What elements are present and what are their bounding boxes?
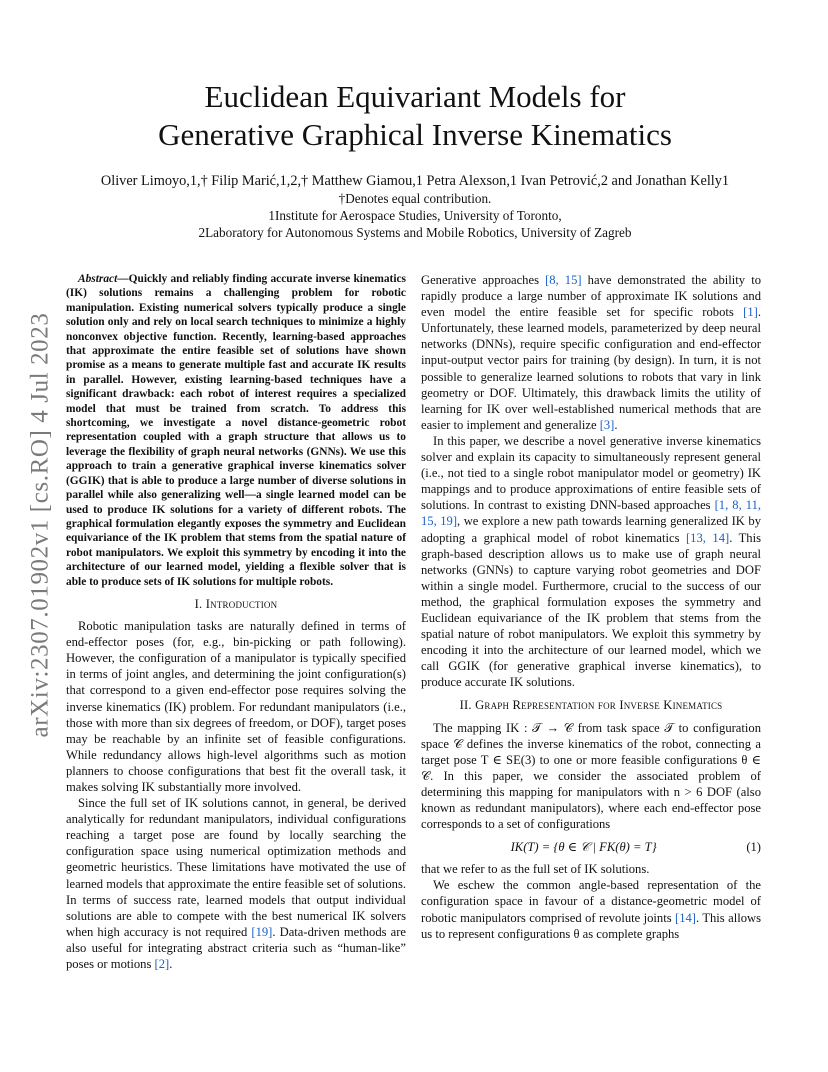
- citation-link-2[interactable]: [2]: [154, 957, 170, 971]
- intro-p2-text-b: . Data-driven methods are also useful for integrating abstract criteria such as “human-like” poses or motions: [66, 924, 406, 971]
- right-p2-text-a: In this paper, we describe a novel generative inverse kinematics solver and explain its capacity to simultaneously represent general (i.e., not tied to a single robot manipulator model or geometry) IK mappings and to produce approximations of entire feasible sets of solutions. In contrast to existing DNN-based approaches: [421, 433, 761, 513]
- intro-paragraph-1: Robotic manipulation tasks are naturally defined in terms of end-effector poses (for, e.g., bin-picking or path following). However, the configuration of a manipulator is typically specified in terms of joint angles, and determining the joint configuration(s) that correspond to a given end-effector pose requires solving the inverse kinematics (IK) problem. For redundant manipulators (i.e., those with more than six degrees of freedom, or DOF), target poses may be reachable by an infinite set of feasible configurations. While redundancy allows high-level algorithms such as motion planners to choose configurations that best fit the overall task, it makes solving IK substantially more involved.: [66, 619, 406, 794]
- title-line-2: Generative Graphical Inverse Kinematics: [158, 117, 672, 152]
- s2-p2-text-a: We eschew the common angle-based representation of the configuration space in favour of a distance-geometric model of robotic manipulators comprised of revolute joints: [421, 878, 761, 925]
- left-column: [66, 272, 406, 972]
- right-p1-text-b: have demonstrated the ability to rapidly produce a large number of approximate IK solutions and even model the entire feasible set for specific robots: [421, 273, 761, 320]
- arxiv-identifier-sidebar: [20, 290, 60, 760]
- citation-link-13-14[interactable]: [13, 14]: [685, 530, 730, 545]
- intro-paragraph-4: [421, 433, 761, 691]
- section-heading-graph-representation: II. Graph Representation for Inverse Kinematics: [459, 698, 723, 713]
- abstract-text: —Quickly and reliably finding accurate inverse kinematics (IK) solutions remains a challenging problem for robotic manipulation. Existing numerical solvers typically produce a single solution only and rely on local search techniques to minimize a highly nonconvex objective function. Recently, learning-based approaches that approximate the entire feasible set of solutions have shown promise as a means to generate multiple fast and accurate IK results in parallel. However, existing learning-based techniques have a significant drawback: each robot of interest requires a specialized model that must be trained from scratch. To address this shortcoming, we investigate a novel distance-geometric robot representation coupled with a graph structure that allows us to leverage the flexibility of graph neural networks (GNNs). We use this approach to train a generative graphical inverse kinematics solver (GGIK) that is able to produce a large number of diverse solutions in parallel while also generalizing well—a single learned model can be used to produce IK solutions for a variety of different robots. The graphical formulation elegantly exposes the symmetry and Euclidean equivariance of the IK problem that stems from the spatial nature of robot manipulators. We exploit this symmetry by encoding it into the architecture of our learned model, yielding a flexible solver that is able to produce sets of IK solutions for multiple robots.: [66, 273, 406, 588]
- equation-number: (1): [746, 840, 761, 855]
- right-p1-text-a: Generative approaches: [421, 273, 546, 287]
- affiliation-1: 1Institute for Aerospace Studies, University of Toronto,: [268, 208, 562, 223]
- abstract-lead: Abstract: [78, 273, 118, 285]
- citation-link-3[interactable]: [3]: [599, 417, 615, 432]
- citation-link-1[interactable]: [1]: [743, 305, 758, 320]
- author-list: Oliver Limoyo,1,† Filip Marić,1,2,† Matthew Giamou,1 Petra Alexson,1 Ivan Petrović,2 and Jonathan Kelly1: [100, 173, 730, 189]
- intro-paragraph-2: [66, 795, 406, 972]
- right-p2-text-b: , we explore a new path towards learning generalized IK by adopting a graphical model of robot kinematics: [421, 514, 761, 545]
- section2-paragraph-1: The mapping IK : 𝒯 → 𝒞 from task space 𝒯 to configuration space 𝒞 defines the inverse kinematics of the robot, connecting a target pose T ∈ SE(3) to one or more feasible configurations θ ∈ 𝒞. In this paper, we consider the associated problem of determining this mapping for manipulators with n > 6 DOF (also known as redundant manipulators), where each end-effector pose corresponds to a set of configurations: [421, 720, 761, 832]
- arxiv-id-text: arXiv:2307.01902v1 [cs.RO] 4 Jul 2023: [26, 312, 54, 738]
- equation-body: IK(T) = {θ ∈ 𝒞 | FK(θ) = T}: [510, 840, 657, 855]
- affiliation-2: 2Laboratory for Autonomous Systems and Mobile Robotics, University of Zagreb: [198, 225, 632, 240]
- abstract: [66, 272, 406, 589]
- citation-link-8-15[interactable]: [8, 15]: [545, 273, 582, 287]
- citation-link-19[interactable]: [19]: [251, 924, 273, 939]
- right-p1-text-c: . Unfortunately, these learned models, parameterized by deep neural networks (DNNs), require specific configuration and end-effector input-output vector pairs for training (by design). In turn, it is not possible to generalize learned solutions to robots that vary in link geometry or DOF. Ultimately, this drawback limits the utility of learning for IK over well-established numerical methods that are easier to implement and generalize: [421, 305, 761, 432]
- s2-p2-text-b: . This allows us to represent configurations θ as complete graphs: [421, 910, 761, 941]
- author-block: [60, 172, 770, 241]
- intro-paragraph-3: [421, 272, 761, 433]
- right-column: [421, 272, 761, 942]
- citation-link-14[interactable]: [14]: [675, 910, 696, 925]
- right-p1-text-d: .: [614, 417, 618, 432]
- equation-1: [421, 839, 761, 855]
- intro-p2-text-c: .: [169, 957, 173, 971]
- section-heading-introduction: I. Introduction: [194, 596, 278, 611]
- intro-p2-text-a: Since the full set of IK solutions cannot, in general, be derived analytically for redundant manipulators, individual configurations reaching a target pose are found by locally searching the configuration space using numerical optimization methods and geometric heuristics. These limitations have motivated the use of learned models that approximate the entire feasible set of solutions. In terms of success rate, learned models that output individual solutions are able to compete with the best numerical IK solvers when high accuracy is not required: [66, 796, 406, 939]
- section2-paragraph-2: [421, 877, 761, 941]
- citation-link-multi[interactable]: [1, 8, 11, 15, 19]: [421, 498, 762, 529]
- title-line-1: Euclidean Equivariant Models for: [204, 79, 626, 114]
- equal-contribution-note: †Denotes equal contribution.: [338, 191, 492, 206]
- paper-title: [60, 78, 770, 154]
- right-p2-text-c: . This graph-based description allows us to make use of graph neural networks (GNNs) to capture varying robot geometries and DOF within a single model. Furthermore, crucial to the success of our method, the graphical formulation exposes the symmetry and Euclidean equivariance of the IK problem that stems from the spatial nature of robot manipulators. We exploit this symmetry by encoding it into the architecture of our learned model, which we call GGIK (for generative graphical inverse kinematics), to produce accurate IK solutions.: [421, 530, 761, 690]
- section2-after-equation: that we refer to as the full set of IK solutions.: [421, 862, 650, 877]
